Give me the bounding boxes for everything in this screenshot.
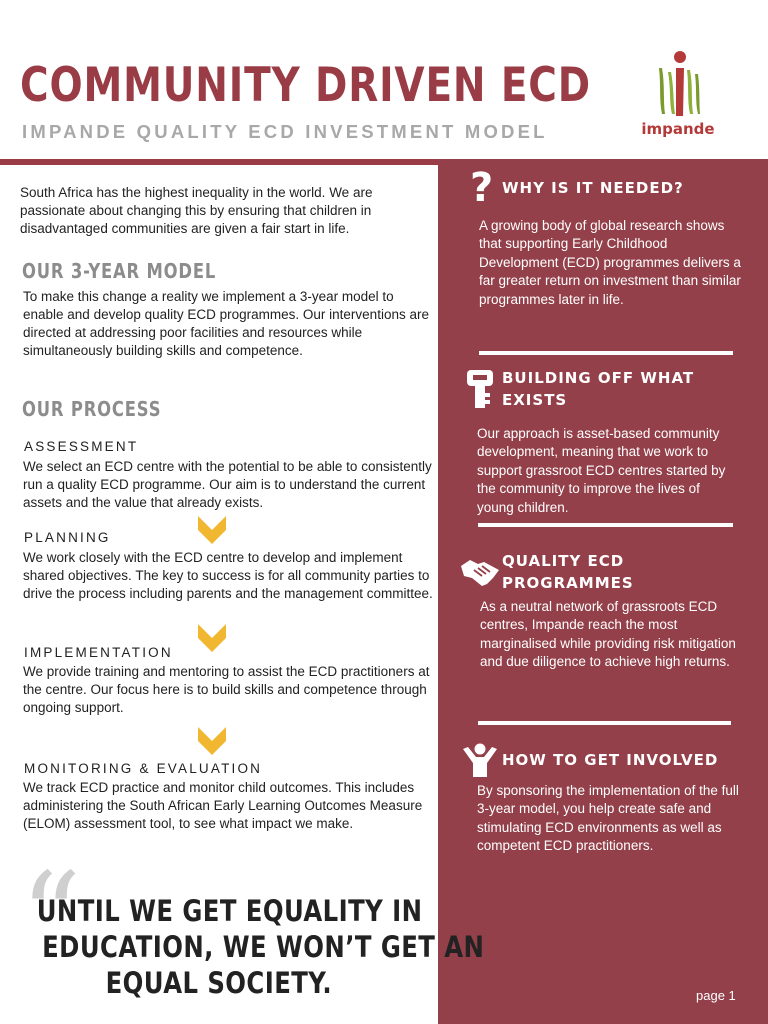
- quality-text: As a neutral network of grassroots ECD centres, Impande reach the most marginalised while providing risk mitigation and due diligence to achieve high returns.: [480, 599, 736, 670]
- person-icon: [461, 743, 499, 779]
- building-heading: [502, 367, 694, 411]
- quote-line: EDUCATION, WE WON’T GET AN: [42, 930, 485, 964]
- quote-line: EQUAL SOCIETY.: [105, 966, 333, 1000]
- heading-line: EXISTS: [502, 391, 568, 409]
- heading-line: QUALITY ECD: [502, 552, 625, 570]
- quality-heading: [502, 550, 634, 594]
- step-label-monitoring: MONITORING & EVALUATION: [24, 761, 263, 776]
- model-paragraph: To make this change a reality we implement a 3-year model to enable and develop quality ECD programmes. Our interventions are directed at addressing poor facilities and resources while simultaneously building skills and competence.: [23, 289, 429, 358]
- key-icon: [466, 369, 494, 409]
- quote-mark-icon: “: [20, 848, 82, 987]
- page-number: page 1: [696, 988, 736, 1003]
- question-mark-icon: ?: [470, 165, 494, 211]
- step-label-implementation: IMPLEMENTATION: [24, 645, 173, 660]
- section-divider: [478, 721, 731, 725]
- step-text-implementation: We provide training and mentoring to assist the ECD practitioners at the centre. Our focus here is to build skills and competence through ongoing support.: [23, 664, 430, 715]
- why-needed-heading: WHY IS IT NEEDED?: [502, 179, 684, 197]
- page-subtitle: IMPANDE QUALITY ECD INVESTMENT MODEL: [22, 121, 548, 142]
- get-involved-text: By sponsoring the implementation of the full 3-year model, you help create safe and stimulating ECD environments as well as competent ECD practitioners.: [477, 783, 739, 854]
- step-label-assessment: ASSESSMENT: [24, 439, 139, 454]
- impande-logo: [628, 40, 728, 140]
- step-text-monitoring: We track ECD practice and monitor child outcomes. This includes administering the South African Early Learning Outcomes Measure (ELOM) assessment tool, to see what impact we make.: [23, 780, 423, 831]
- handshake-icon: [460, 556, 500, 588]
- heading-line: PROGRAMMES: [502, 574, 634, 592]
- logo-text: impande: [641, 120, 715, 138]
- why-needed-text: A growing body of global research shows that supporting Early Childhood Development (ECD) programmes delivers a far greater return on investment than similar programmes later in life.: [479, 218, 741, 307]
- step-text-planning: We work closely with the ECD centre to develop and implement shared objectives. The key to success is for all community parties to drive the process including parents and the management committee.: [23, 550, 433, 601]
- chevron-down-icon: [196, 622, 228, 654]
- building-text: Our approach is asset-based community development, meaning that we work to support grassroot ECD centres started by the community to improve the lives of young children.: [477, 426, 726, 515]
- step-label-planning: PLANNING: [24, 530, 111, 545]
- intro-paragraph: South Africa has the highest inequality in the world. We are passionate about changing this by ensuring that children in disadvantaged communities are given a fair start in life.: [20, 185, 373, 236]
- quote-line: UNTIL WE GET EQUALITY IN: [36, 894, 423, 928]
- section-divider: [479, 351, 733, 355]
- heading-line: BUILDING OFF WHAT: [502, 369, 695, 387]
- get-involved-heading: HOW TO GET INVOLVED: [502, 751, 719, 769]
- process-heading: OUR PROCESS: [22, 397, 162, 421]
- step-text-assessment: We select an ECD centre with the potential to be able to consistently run a quality ECD programme. Our aim is to understand the current assets and the value that already exists.: [23, 459, 432, 510]
- page-title: COMMUNITY DRIVEN ECD: [20, 58, 591, 113]
- chevron-down-icon: [196, 514, 228, 546]
- pull-quote: [0, 893, 485, 1001]
- section-divider: [478, 523, 733, 527]
- chevron-down-icon: [196, 725, 228, 757]
- model-heading: OUR 3-YEAR MODEL: [22, 259, 217, 283]
- logo-figure-icon: [628, 40, 728, 120]
